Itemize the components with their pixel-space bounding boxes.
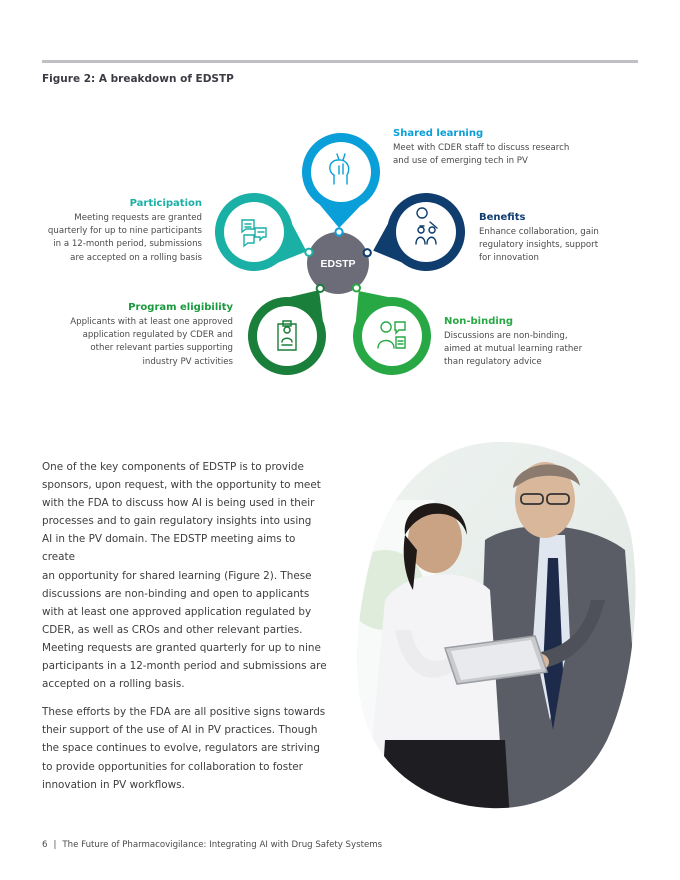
segment-benefits-connector-dot [364,249,371,256]
label-shared-learning [393,127,569,168]
label-non-binding-title: Non-binding [444,316,514,327]
body-line: These efforts by the FDA are all positive signs towards [42,706,326,719]
label-participation-title: Participation [129,198,202,209]
body-line: sponsors, upon request, with the opportunity to meet [42,479,321,492]
label-program-eligibility-line: industry PV activities [142,356,233,367]
label-program-eligibility-line: Applicants with at least one approved [70,317,233,327]
segment-eligibility-connector-dot [317,285,324,292]
body-line: CDER, as well as CROs and other relevant parties. [42,623,303,636]
label-participation-line: are accepted on a rolling basis [70,252,202,263]
label-shared-learning-line: Meet with CDER staff to discuss research [393,143,570,153]
label-shared-learning-line: and use of emerging tech in PV [393,156,528,167]
document-title: The Future of Pharmacovigilance: Integrating AI with Drug Safety Systems [62,840,383,850]
body-line: an opportunity for shared learning (Figure 2). These [42,569,312,582]
body-line: the space continues to evolve, regulators are striving [42,742,320,755]
edstp-center-label: EDSTP [320,258,356,270]
label-non-binding-line: aimed at mutual learning rather [444,344,583,355]
body-line: Meeting requests are granted quarterly for up to nine [42,641,321,654]
label-shared-learning-title: Shared learning [393,128,484,139]
body-line: with at least one approved application regulated by [42,605,312,618]
label-benefits [479,211,599,266]
body-line: discussions are non-binding and open to applicants [42,587,310,600]
body-line: innovation in PV workflows. [42,778,185,791]
segment-eligibility-inner [257,306,317,366]
label-participation-line: in a 12-month period, submissions [53,239,202,250]
footer-separator: | [53,840,57,850]
body-line: accepted on a rolling basis. [42,678,185,691]
label-benefits-title: Benefits [479,212,526,223]
label-non-binding-line: than regulatory advice [444,357,542,368]
body-line: participants in a 12-month period and submissions are [42,660,327,673]
body-paragraph [42,703,327,793]
label-program-eligibility-title: Program eligibility [128,302,233,313]
label-benefits-line: for innovation [479,253,539,264]
header-rule [42,60,638,63]
label-benefits-line: regulatory insights, support [479,240,599,251]
segment-shared-connector-dot [335,228,342,235]
label-participation [48,197,202,265]
segment-participation-connector-dot [305,249,312,256]
page-footer [42,840,382,850]
segment-shared-inner [311,142,371,202]
body-line: processes and to gain regulatory insights into using [42,515,312,528]
body-paragraph [42,458,327,693]
label-program-eligibility [70,301,233,369]
business-people-photo [355,440,637,814]
body-line: AI in the PV domain. The EDSTP meeting aims to create [42,533,296,564]
label-program-eligibility-line: application regulated by CDER and [82,330,233,341]
body-line: to provide opportunities for collaboration to foster [42,760,303,773]
page-number: 6 [42,840,48,850]
label-participation-line: quarterly for up to nine participants [47,226,202,237]
label-benefits-line: Enhance collaboration, gain [479,227,599,237]
label-participation-line: Meeting requests are granted [74,213,202,223]
label-non-binding [444,315,582,370]
edstp-diagram [0,100,680,400]
segment-nonbinding-connector-dot [353,284,360,291]
business-people-illustration [355,440,637,810]
segment-nonbinding-inner [362,306,422,366]
body-text [42,458,327,804]
body-line: their support of the use of AI in PV practices. Though [42,724,318,737]
body-line: One of the key components of EDSTP is to provide [42,461,304,473]
figure-title: Figure 2: A breakdown of EDSTP [42,73,234,85]
segment-participation-inner [224,202,284,262]
body-line: with the FDA to discuss how AI is being used in their [42,497,315,510]
label-non-binding-line: Discussions are non-binding, [444,331,568,341]
label-program-eligibility-line: other relevant parties supporting [90,343,233,354]
